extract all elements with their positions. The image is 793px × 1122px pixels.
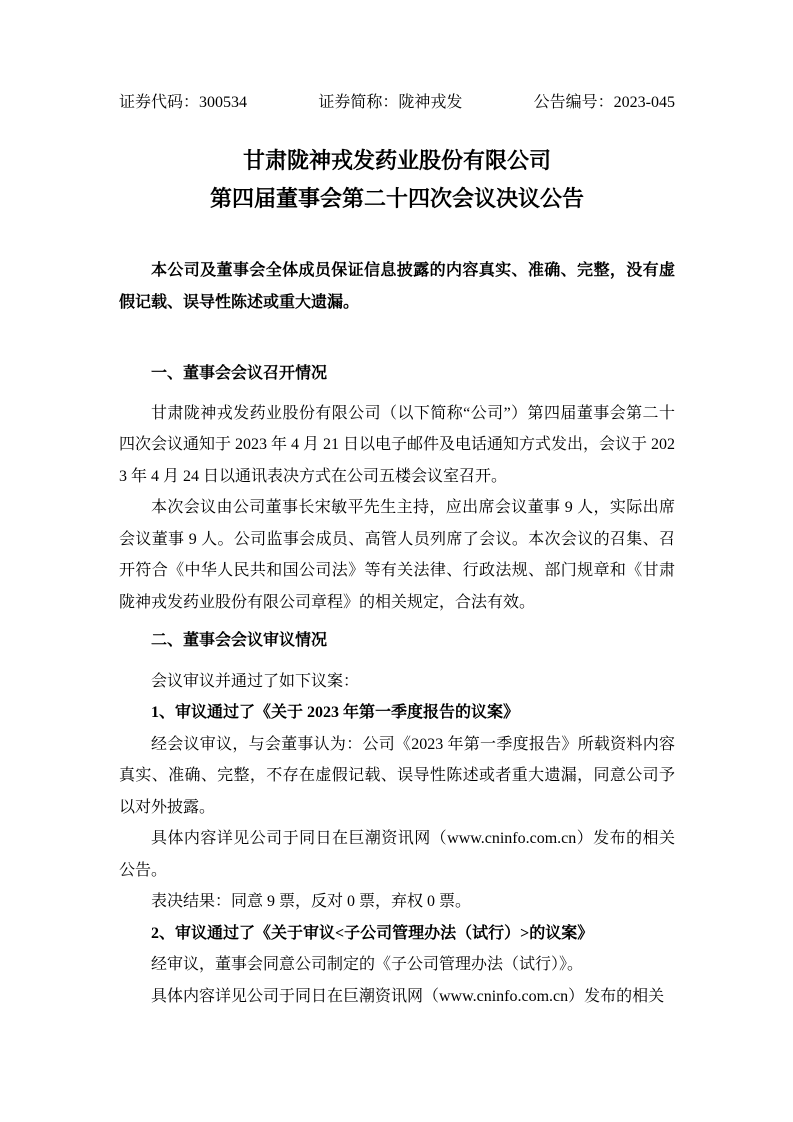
page-content — [119, 0, 675, 1012]
resolution1-paragraph-2: 具体内容详见公司于同日在巨潮资讯网（www.cninfo.com.cn）发布的相关公告。 — [119, 830, 675, 879]
resolution2-paragraph-2: 具体内容详见公司于同日在巨潮资讯网（www.cninfo.com.cn）发布的相关 — [151, 987, 665, 1005]
resolution1-heading: 1、审议通过了《关于 2023 年第一季度报告的议案》 — [151, 704, 520, 721]
resolution2-heading: 2、审议通过了《关于审议<子公司管理办法（试行）>的议案》 — [151, 924, 594, 942]
disclaimer-statement: 本公司及董事会全体成员保证信息披露的内容真实、准确、完整，没有虚假记载、误导性陈述或重大遗漏。 — [119, 262, 675, 311]
resolution2-paragraph-1: 经审议，董事会同意公司制定的《子公司管理办法（试行）》。 — [151, 956, 584, 973]
securities-info-line — [119, 0, 675, 113]
section1-paragraph-2: 本次会议由公司董事长宋敏平先生主持，应出席会议董事 9 人，实际出席会议董事 9 人。公司监事会成员、高管人员列席了会议。本次会议的召集、召开符合《中华人民共和国公司法》等有关法律、行政法规、部门规章和《甘肃陇神戎发药业股份有限公司章程》的相关规定，合法有效。 — [119, 499, 675, 611]
section2-intro: 会议审议并通过了如下议案： — [151, 672, 360, 690]
company-name-title: 甘肃陇神戎发药业股份有限公司 — [242, 148, 551, 173]
resolution1-paragraph-1: 经会议审议，与会董事认为：公司《2023 年第一季度报告》所载资料内容真实、准确、完整，不存在虚假记载、误导性陈述或者重大遗漏，同意公司予以对外披露。 — [119, 735, 675, 816]
announcement-number: 公告编号：2023-045 — [533, 94, 675, 111]
resolution1-vote-result: 表决结果：同意 9 票，反对 0 票，弃权 0 票。 — [151, 893, 472, 910]
section1-heading: 一、董事会会议召开情况 — [151, 365, 328, 382]
stock-code: 证券代码：300534 — [119, 94, 248, 111]
section1-paragraph-1: 甘肃陇神戎发药业股份有限公司（以下简称“公司”）第四届董事会第二十四次会议通知于 2023 年 4 月 21 日以电子邮件及电话通知方式发出，会议于 2023 年 4 月 24 日以通讯表决方式在公司五楼会议室召开。 — [119, 404, 676, 485]
section2-heading: 二、董事会会议审议情况 — [151, 632, 328, 649]
stock-abbreviation: 证券简称：陇神戎发 — [318, 94, 463, 111]
announcement-title: 第四届董事会第二十四次会议决议公告 — [209, 186, 584, 211]
